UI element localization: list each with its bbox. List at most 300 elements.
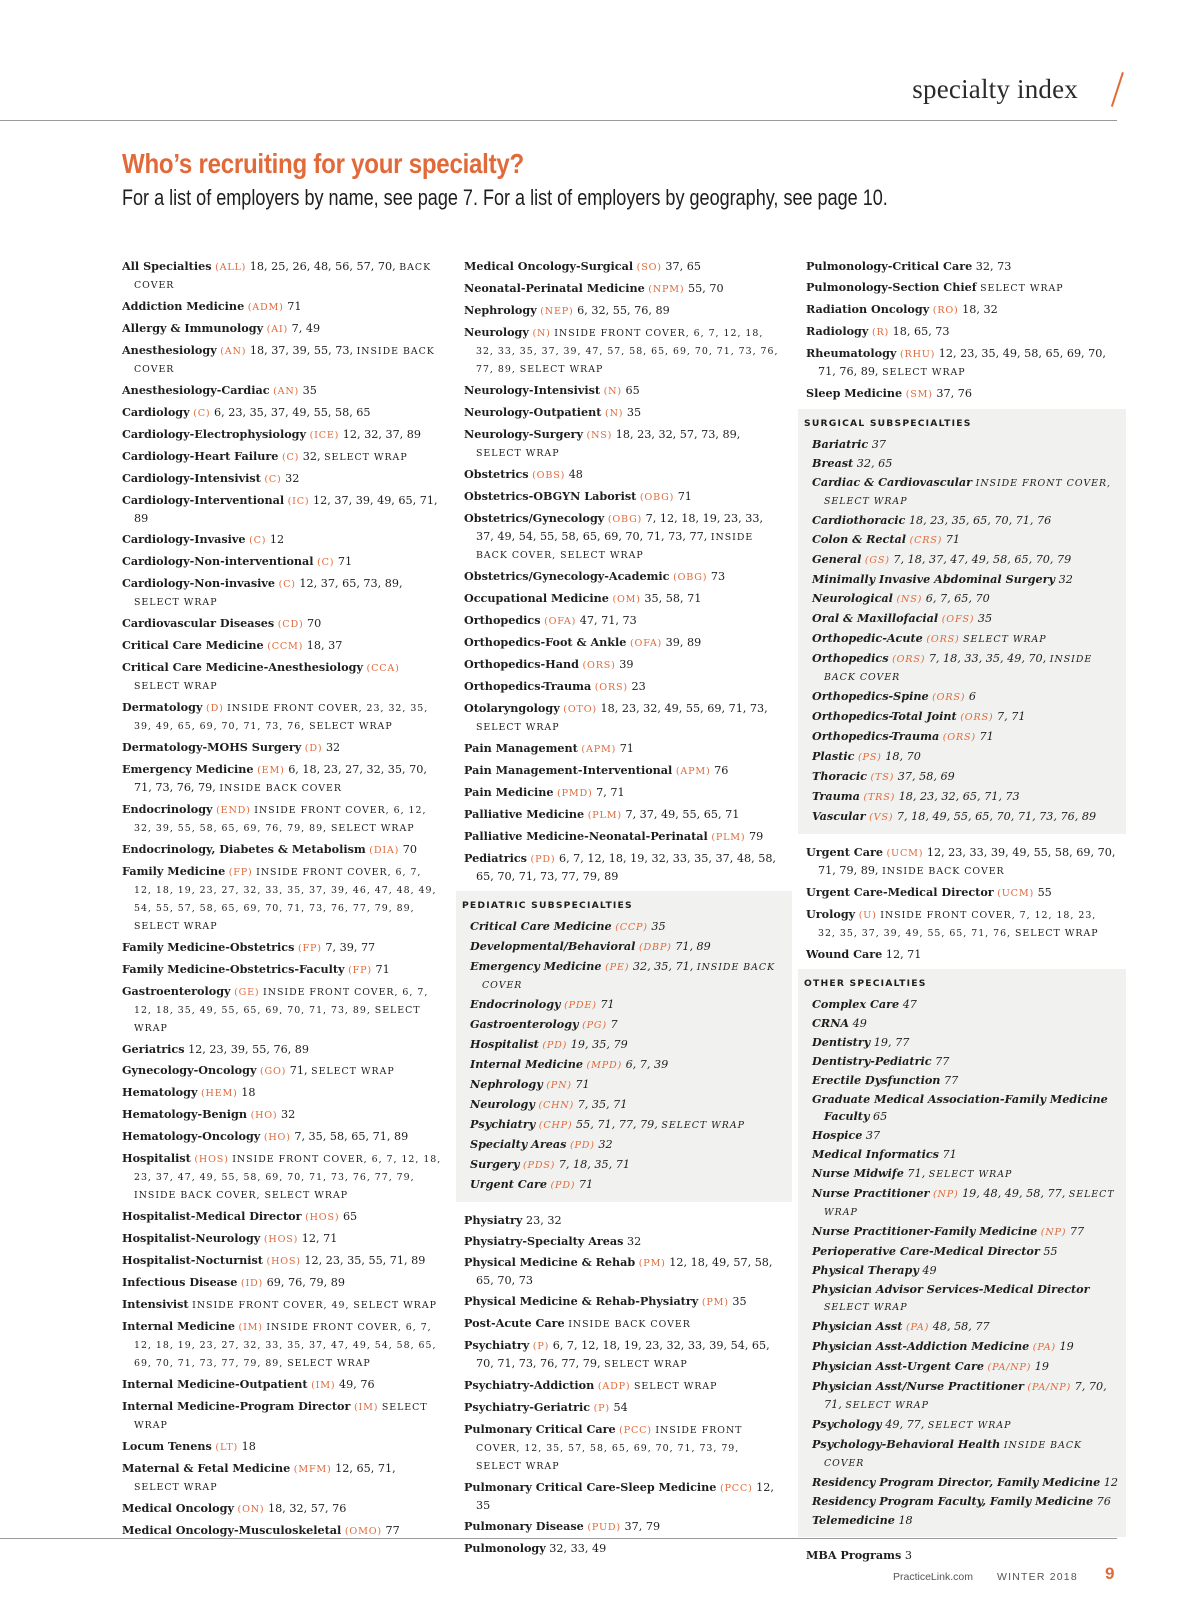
index-entry [464,404,784,422]
page-list: 71 [945,533,960,546]
index-entry [122,1500,442,1518]
specialty-name: Hospitalist [470,1037,539,1051]
index-entry [812,996,1118,1013]
specialty-code: (NEP) [540,306,574,317]
specialty-code: (C) [281,452,300,463]
index-entry [812,1493,1118,1510]
page-list: 71 [677,490,692,503]
page-list: 12, 37, 65, 73, 89, [299,577,403,590]
specialty-name: Cardiothoracic [812,513,906,527]
index-entry [470,1156,784,1174]
specialty-code: (N) [532,328,551,339]
specialty-name: Nurse Practitioner-Family Medicine [812,1224,1038,1238]
specialty-name: Erectile Dysfunction [812,1073,941,1087]
page-list: 18, 70 [885,750,921,763]
specialty-name: Pediatrics [464,851,527,865]
specialty-name: Emergency Medicine [122,762,254,776]
specialty-name: Internal Medicine [470,1057,583,1071]
specialty-code: (N) [605,408,624,419]
pediatric-subspecialties-box [456,891,792,1202]
specialty-code: (HO) [263,1132,291,1143]
specialty-code: (HOS) [305,1212,340,1223]
specialty-name: Trauma [812,789,860,803]
page-list: 19 [1059,1340,1074,1353]
cover-note: INSIDE FRONT COVER, 6, 7, 12, 18, 35, 49, 55, 65, 69, 70, 71, 73, 89, SELECT WRAP [134,987,429,1034]
index-entry [122,1274,442,1292]
specialty-name: Psychiatry [470,1117,536,1131]
specialty-code: (PCC) [719,1483,753,1494]
cover-note: SELECT WRAP [633,1381,718,1392]
page-list: 7, 18, 33, 35, 49, 70, [928,652,1047,665]
specialty-name: Medical Oncology-Musculoskeletal [122,1523,342,1537]
specialty-name: Radiology [806,324,869,338]
specialty-code: (CCA) [366,663,400,674]
page-list: 77 [944,1074,959,1087]
cover-note: INSIDE BACK COVER [482,962,776,991]
specialty-code: (PA) [905,1322,930,1333]
index-entry [812,1146,1118,1163]
cover-note: SELECT WRAP [824,1189,1115,1218]
cover-note: INSIDE FRONT COVER, SELECT WRAP [824,478,1112,507]
index-entry [806,345,1118,381]
page-list: 6, 7, 12, 18, 19, 23, 32, 33, 39, 54, 65, 70, 71, 73, 76, 77, 79, [476,1339,770,1370]
index-entry [122,1296,442,1314]
index-entry [122,575,442,611]
specialty-name: Anesthesiology [122,343,217,357]
specialty-code: (HOS) [194,1154,229,1165]
page-list: 71 [600,998,615,1011]
specialty-code: (HO) [250,1110,278,1121]
index-entry [122,983,442,1037]
specialty-name: General [812,552,862,566]
specialty-code: (PD) [530,854,556,865]
specialty-code: (PLM) [587,810,622,821]
column-3-list-bottom [806,1547,1118,1564]
cover-note: SELECT WRAP [604,1359,688,1370]
specialty-name: Cardiac & Cardiovascular [812,475,973,489]
cover-note: INSIDE BACK COVER [824,1440,1083,1469]
specialty-name: Nephrology [464,303,537,317]
specialty-name: Family Medicine-Obstetrics-Faculty [122,962,345,976]
index-entry [812,1185,1118,1221]
page-list: 71 [979,730,994,743]
specialty-name: Orthopedics-Hand [464,657,579,671]
page-list: 6, 18, 23, 27, 32, 35, 70, 71, 73, 76, 79, [134,763,427,794]
page-list: 18, 23, 32, 57, 73, 89, [615,428,741,441]
index-entry [122,404,442,422]
page-list: 32 [285,472,300,485]
specialty-code: (HOS) [266,1256,301,1267]
index-entry [122,863,442,935]
specialty-name: Specialty Areas [470,1137,567,1151]
specialty-code: (OBG) [607,514,643,525]
specialty-code: (C) [317,557,335,568]
index-entry [812,688,1118,706]
specialty-code: (DIA) [369,845,400,856]
specialty-name: Dentistry [812,1035,871,1049]
specialty-code: (GO) [260,1066,287,1077]
specialty-name: Obstetrics-OBGYN Laborist [464,489,637,503]
index-entry [464,740,784,758]
specialty-name: Medical Oncology [122,1501,234,1515]
specialty-name: Hematology-Benign [122,1107,247,1121]
index-entry [812,610,1118,628]
specialty-name: MBA Programs [806,1548,902,1562]
index-entry [122,342,442,378]
specialty-name: Telemedicine [812,1513,895,1527]
index-entry [122,961,442,979]
index-entry [812,1338,1118,1356]
page-list: 48 [568,468,583,481]
index-entry [464,1254,784,1289]
index-entry [122,258,442,294]
specialty-code: (PS) [858,752,882,763]
other-specialties-box [798,969,1126,1537]
index-entry [464,1337,784,1373]
index-column-3 [806,258,1118,1568]
page-list: 7, 37, 49, 55, 65, 71 [625,808,740,821]
specialty-code: (ORS) [926,634,960,645]
index-entry [122,761,442,797]
index-entry [122,1438,442,1456]
page-list: 12, 23, 35, 49, 58, 65, 69, 70, 71, 76, 89, [818,347,1106,378]
page-list: 6, 7, 12, 18, 19, 32, 33, 35, 37, 48, 58, 65, 70, 71, 73, 77, 79, 89 [476,852,776,883]
page-list: 65 [625,384,640,397]
page-list: 12, 71 [301,1232,338,1245]
specialty-name: Orthopedics-Foot & Ankle [464,635,627,649]
specialty-code: (PA) [1032,1342,1056,1353]
page-list: 18, 65, 73 [892,325,950,338]
index-entry [122,1376,442,1394]
index-entry [464,1315,784,1333]
specialty-code: (IM) [353,1402,379,1413]
specialty-name: Medical Informatics [812,1147,939,1161]
page-list: 12, 65, 71, [335,1462,396,1475]
specialty-name: Internal Medicine-Program Director [122,1399,351,1413]
specialty-code: (OTO) [563,704,597,715]
index-entry [122,939,442,957]
specialty-code: (ORS) [932,692,966,703]
cover-note: SELECT WRAP [134,597,218,608]
index-entry [122,801,442,837]
page-list: 32, [302,450,321,463]
specialty-code: (RO) [932,305,959,316]
specialty-code: (C) [249,535,267,546]
specialty-name: Gastroenterology [122,984,231,998]
specialty-name: Hospitalist-Neurology [122,1231,261,1245]
specialty-name: Medical Oncology-Surgical [464,259,634,273]
specialty-name: Cardiology-Interventional [122,493,285,507]
specialty-code: (IM) [311,1380,336,1391]
index-entry [122,531,442,549]
specialty-name: Neonatal-Perinatal Medicine [464,281,645,295]
index-entry [812,590,1118,608]
specialty-name: Cardiology-Heart Failure [122,449,279,463]
page-subhead: For a list of employers by name, see page 7. For a list of employers by geography, see page 10. [122,185,888,210]
specialty-code: (CRS) [909,535,943,546]
specialty-code: (PE) [605,962,630,973]
index-entry [464,1212,784,1229]
specialty-name: Minimally Invasive Abdominal Surgery [812,572,1056,586]
index-entry [122,492,442,527]
page-list: 47, 71, 73 [579,614,637,627]
specialty-code: (PM) [638,1258,666,1269]
index-entry [464,1293,784,1311]
column-2-list-bottom [464,1212,784,1557]
page-list: 6, 7, 39 [625,1058,669,1071]
specialty-name: Critical Care Medicine [470,919,612,933]
page-list: 7, 71 [596,786,625,799]
specialty-name: Pain Management-Interventional [464,763,673,777]
specialty-code: (NS) [586,430,613,441]
page-list: 69, 76, 79, 89 [266,1276,345,1289]
specialty-name: Psychology-Behavioral Health [812,1437,1001,1451]
cover-note: INSIDE BACK COVER [134,346,435,375]
specialty-name: Developmental/Behavioral [470,939,636,953]
accent-slash [1111,72,1124,107]
cover-note: SELECT WRAP [324,452,408,463]
specialty-name: Orthopedics [812,651,889,665]
specialty-name: Pain Medicine [464,785,554,799]
cover-note: INSIDE FRONT COVER, 6, 12, 32, 39, 55, 58, 65, 69, 76, 79, 89, SELECT WRAP [134,805,427,834]
page-list: 12, 23, 39, 55, 76, 89 [188,1043,310,1056]
index-entry [464,1233,784,1250]
page-list: 70 [307,617,322,630]
cover-note: INSIDE FRONT COVER, 6, 7, 12, 18, 19, 23, 27, 32, 33, 35, 37, 47, 49, 54, 58, 65, 69, 70, 71, 73, 77, 79, 89, SELECT WRAP [134,1322,437,1369]
specialty-code: (PMD) [557,788,593,799]
index-entry [464,1479,784,1514]
index-entry [464,1540,784,1557]
index-entry [470,1016,784,1034]
specialty-code: (HEM) [201,1088,238,1099]
specialty-name: Hospitalist-Nocturnist [122,1253,263,1267]
page-list: 71 [578,1178,594,1191]
index-entry [812,1281,1118,1316]
index-entry [806,906,1118,942]
index-entry [464,784,784,802]
specialty-name: Endocrinology [470,997,561,1011]
specialty-name: Cardiology-Electrophysiology [122,427,306,441]
specialty-code: (OM) [612,594,641,605]
specialty-name: Family Medicine [122,864,226,878]
page-list: 12, 32, 37, 89 [342,428,422,441]
cover-note: INSIDE BACK COVER [219,783,342,794]
page-list: 12 [1103,1476,1118,1489]
index-entry [470,1036,784,1054]
specialty-code: (END) [216,805,251,816]
index-entry [470,918,784,936]
specialty-code: (AI) [266,324,289,335]
index-entry [806,385,1118,403]
cover-note: INSIDE BACK COVER [568,1319,691,1330]
page-list: 18, 37, 39, 55, 73, [249,344,354,357]
cover-note: INSIDE BACK COVER [882,866,1005,877]
index-entry [812,748,1118,766]
page-list: 12, 23, 33, 39, 49, 55, 58, 69, 70, 71, 79, 89, [818,846,1116,877]
cover-note: INSIDE FRONT COVER, 49, SELECT WRAP [192,1300,437,1311]
cover-note: INSIDE FRONT COVER, 23, 32, 35, 39, 49, 65, 69, 70, 71, 73, 76, SELECT WRAP [134,703,429,732]
specialty-name: Obstetrics/Gynecology [464,511,605,525]
specialty-name: Gynecology-Oncology [122,1063,257,1077]
specialty-name: Obstetrics/Gynecology-Academic [464,569,670,583]
page-list: 32, 65 [856,457,893,470]
page-list: 6 [968,690,976,703]
specialty-code: (PD) [542,1040,568,1051]
index-entry [812,1091,1118,1125]
specialty-name: Neurology-Intensivist [464,383,601,397]
page-list: 12 [269,533,285,546]
page-list: 32, 35, 71, [632,960,694,973]
specialty-code: (SO) [636,262,662,273]
index-entry [464,568,784,586]
page-list: 18 [241,1440,256,1453]
index-entry [470,1136,784,1154]
specialty-name: Physician Asst-Urgent Care [812,1359,984,1373]
index-entry [122,841,442,859]
specialty-code: (PD) [569,1140,595,1151]
page-list: 71 [287,300,302,313]
index-entry [464,466,784,484]
specialty-code: (P) [532,1341,550,1352]
page-list: 37, 58, 69 [897,770,955,783]
specialty-name: Neurological [812,591,893,605]
specialty-name: Physician Advisor Services-Medical Director [812,1282,1090,1296]
index-entry [812,1318,1118,1336]
page-list: 6, 32, 55, 76, 89 [577,304,670,317]
specialty-name: Occupational Medicine [464,591,609,605]
specialty-name: Hospice [812,1128,863,1142]
specialty-code: (CHP) [538,1120,573,1131]
index-entry [122,637,442,655]
page-list: 18, 23, 32, 49, 55, 69, 71, 73, [600,702,768,715]
specialty-name: Emergency Medicine [470,959,602,973]
page-list: 37 [865,1129,881,1142]
specialty-name: Complex Care [812,997,900,1011]
page-list: 32, 73 [975,260,1012,273]
cover-note: SELECT WRAP [476,448,560,459]
page-list: 35 [651,920,666,933]
specialty-name: Gastroenterology [470,1017,579,1031]
page-list: 12, 35 [476,1481,774,1512]
index-entry [464,678,784,696]
specialty-name: Cardiology-Non-invasive [122,576,276,590]
specialty-code: (CD) [277,619,304,630]
specialty-name: Family Medicine-Obstetrics [122,940,295,954]
specialty-code: (OBG) [673,572,708,583]
page-list: 55 [1037,886,1052,899]
page-list: 77 [385,1524,400,1537]
specialty-name: Physiatry-Specialty Areas [464,1234,624,1248]
index-entry [812,788,1118,806]
index-column-2 [464,258,784,1561]
specialty-name: Cardiovascular Diseases [122,616,275,630]
specialty-code: (OFA) [629,638,663,649]
page-list: 71 [337,555,353,568]
index-entry [122,470,442,488]
page-list: 7, 39, 77 [325,941,376,954]
specialty-name: All Specialties [122,259,212,273]
page-list: 18, 32, 57, 76 [268,1502,347,1515]
specialty-code: (APM) [675,766,711,777]
index-entry [812,474,1118,510]
specialty-code: (ON) [237,1504,265,1515]
page-list: 71, [907,1167,926,1180]
specialty-name: Locum Tenens [122,1439,212,1453]
page-list: 71 [619,742,634,755]
specialty-name: Surgery [470,1157,520,1171]
index-entry [812,1262,1118,1279]
index-entry [122,699,442,735]
index-entry [464,700,784,736]
specialty-name: Internal Medicine-Outpatient [122,1377,308,1391]
page-list: 19, 77 [873,1036,910,1049]
index-entry [464,280,784,298]
page-list: 77 [935,1055,950,1068]
specialty-code: (ORS) [582,660,616,671]
specialty-name: Breast [812,456,854,470]
page-list: 55, 71, 77, 79, [576,1118,658,1131]
specialty-code: (PDE) [564,1000,597,1011]
specialty-code: (ORS) [942,732,976,743]
specialty-code: (ORS) [960,712,994,723]
specialty-name: Neurology-Surgery [464,427,583,441]
page-list: 37, 76 [936,387,972,400]
page-list: 12, 23, 35, 55, 71, 89 [304,1254,426,1267]
specialty-name: Cardiology-Invasive [122,532,246,546]
index-entry [122,739,442,757]
page-list: 6, 7, 65, 70 [925,592,990,605]
cover-note: BACK COVER [134,262,432,291]
specialty-code: (FP) [348,965,372,976]
page-list: 49, 77, [885,1418,925,1431]
specialty-code: (NPM) [648,284,685,295]
specialty-code: (ICE) [309,430,340,441]
cover-note: SELECT WRAP [882,367,966,378]
page-list: 18, 23, 35, 65, 70, 71, 76 [908,514,1052,527]
specialty-name: Physical Medicine & Rehab [464,1255,636,1269]
cover-note: INSIDE FRONT COVER, 12, 35, 57, 58, 65, 69, 70, 71, 73, 79, SELECT WRAP [476,1425,743,1472]
cover-note: SELECT WRAP [928,1169,1013,1180]
surgical-list [804,436,1118,826]
cover-note: SELECT WRAP [963,634,1047,645]
index-entry [812,728,1118,746]
page-list: 23, 32 [525,1214,562,1227]
box-title: OTHER SPECIALTIES [804,978,927,989]
page-list: 35 [626,406,642,419]
page-list: 39, 89 [665,636,702,649]
page-number: 9 [1105,1564,1115,1583]
index-entry [470,1096,784,1114]
specialty-code: (PUD) [587,1522,621,1533]
index-entry [464,488,784,506]
index-entry [464,426,784,462]
page-list: 65 [873,1110,888,1123]
index-entry [464,302,784,320]
page-list: 37, 65 [665,260,701,273]
page-list: 71, 89 [675,940,711,953]
cover-note: SELECT WRAP [134,1402,428,1431]
index-column-1 [122,258,442,1544]
specialty-code: (D) [304,743,323,754]
index-entry [464,762,784,780]
specialty-code: (DBP) [638,942,672,953]
page-list: 49 [852,1017,867,1030]
page-list: 12, 71 [885,948,922,961]
specialty-code: (AN) [220,346,247,357]
specialty-name: Infectious Disease [122,1275,238,1289]
index-entry [122,1062,442,1080]
specialty-name: Pain Management [464,741,578,755]
